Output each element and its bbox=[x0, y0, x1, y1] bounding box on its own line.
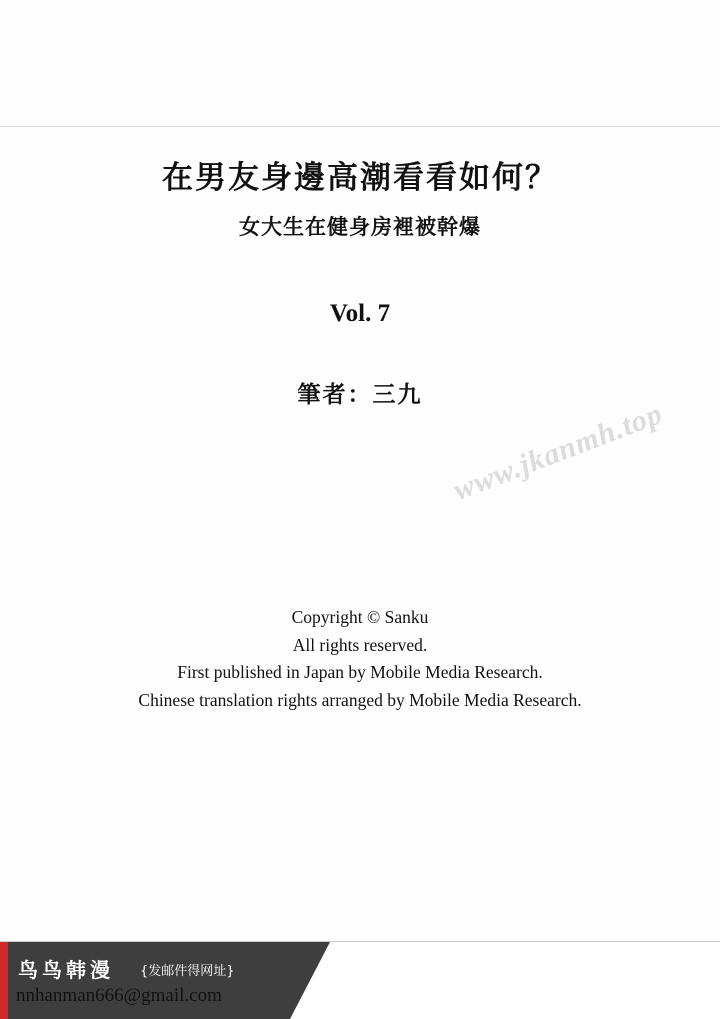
page-title: 在男友身邊高潮看看如何？ bbox=[162, 160, 558, 196]
page-subtitle: 女大生在健身房裡被幹爆 bbox=[239, 215, 481, 239]
watermark bbox=[448, 396, 720, 567]
footer-email-label: nnhanman666@gmail.com bbox=[16, 985, 222, 1006]
author-label: 筆者：三九 bbox=[297, 382, 423, 408]
copyright-line: First published in Japan by Mobile Media Research. bbox=[177, 662, 543, 682]
footer-banner bbox=[0, 942, 720, 1019]
copyright-line: Chinese translation rights arranged by Mobile Media Research. bbox=[138, 689, 582, 710]
watermark-text: www.jkanmh.top bbox=[448, 396, 668, 507]
copyright-block bbox=[0, 604, 720, 714]
volume-label: Vol. 7 bbox=[329, 300, 391, 327]
copyright-line: Copyright © Sanku bbox=[291, 607, 429, 627]
footer-accent-bar bbox=[0, 942, 8, 1019]
top-divider bbox=[0, 126, 720, 127]
footer-note-label: {发邮件得网址} bbox=[140, 964, 235, 979]
copyright-line: All rights reserved. bbox=[292, 634, 428, 655]
footer-brand-label: 鸟鸟韩漫 bbox=[18, 958, 114, 982]
